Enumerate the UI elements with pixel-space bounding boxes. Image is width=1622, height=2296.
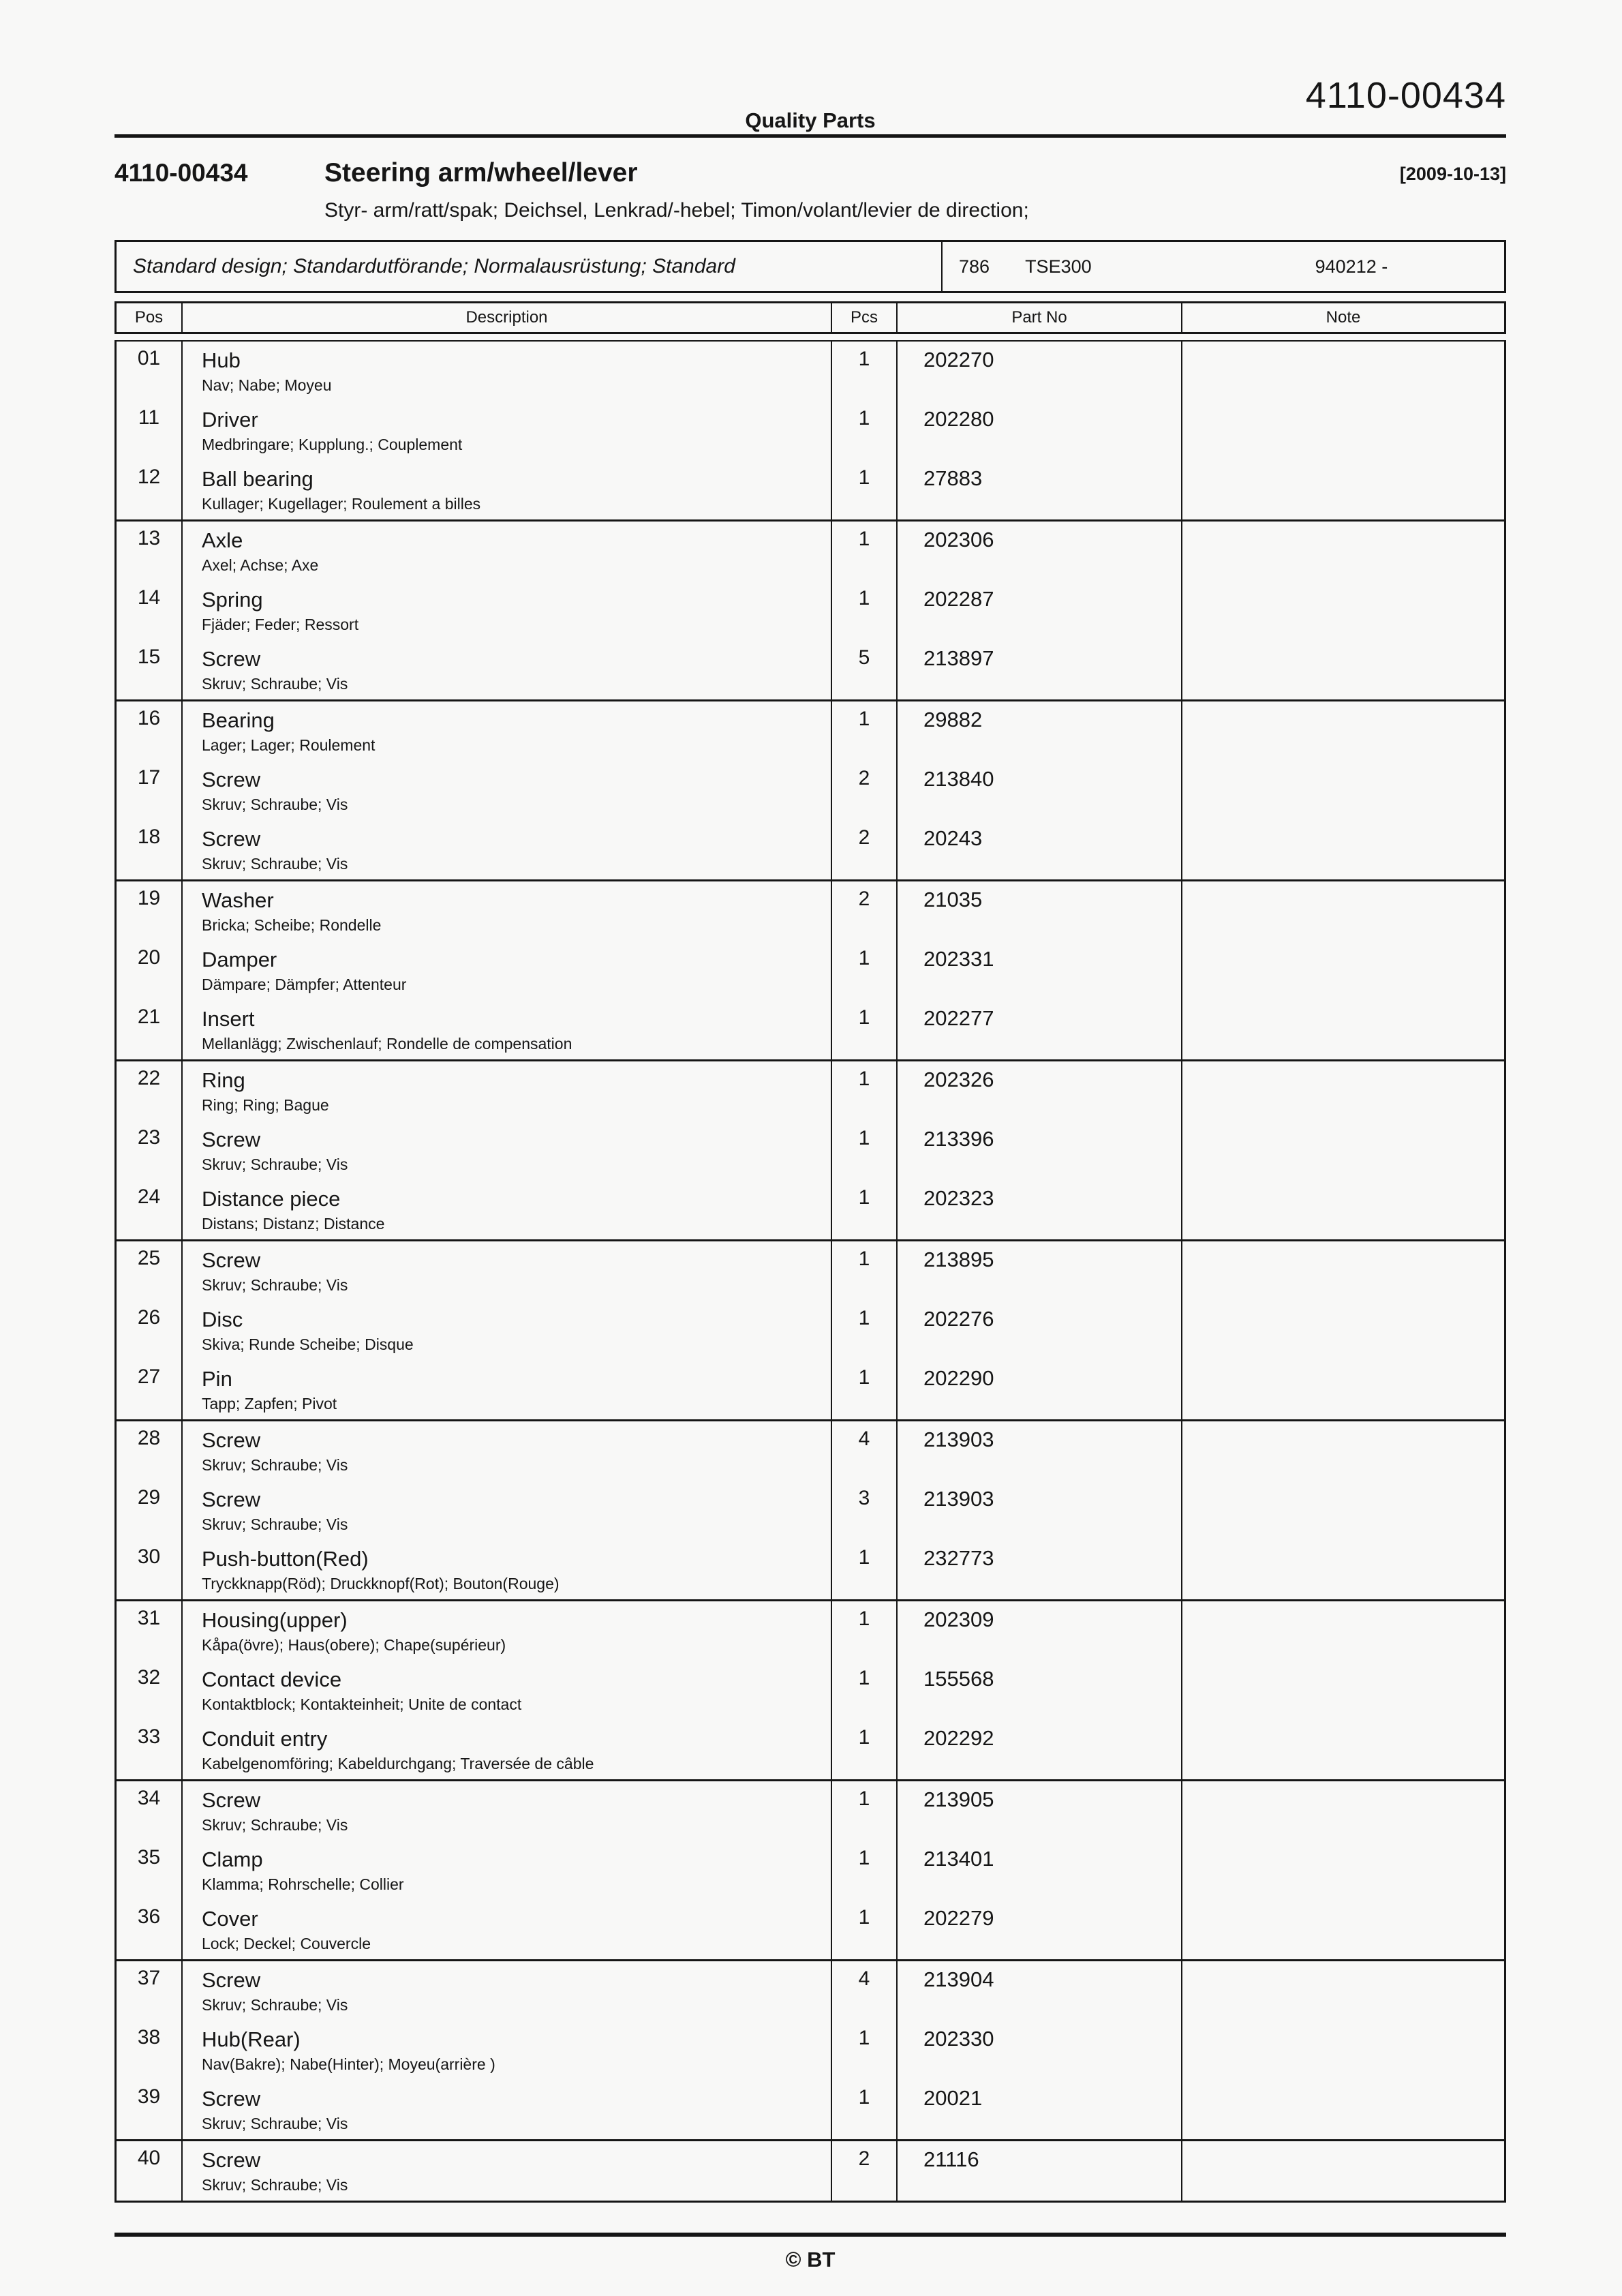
part-name-translations: Skruv; Schraube; Vis bbox=[202, 855, 348, 873]
part-no-cell: 213840 bbox=[898, 761, 1182, 820]
part-no-cell: 213396 bbox=[898, 1121, 1182, 1180]
pcs-cell: 1 bbox=[832, 1601, 898, 1661]
title-block bbox=[114, 158, 1506, 222]
part-no-cell: 213897 bbox=[898, 640, 1182, 699]
part-name: Bearing bbox=[202, 708, 275, 732]
note-cell bbox=[1182, 881, 1504, 941]
table-row bbox=[117, 1661, 1504, 1720]
pos-cell: 01 bbox=[117, 342, 183, 401]
note-cell bbox=[1182, 1360, 1504, 1419]
description-cell bbox=[183, 1360, 832, 1419]
pos-cell: 40 bbox=[117, 2141, 183, 2201]
pos-cell: 27 bbox=[117, 1360, 183, 1419]
table-row bbox=[117, 1241, 1504, 1301]
description-cell bbox=[183, 1421, 832, 1481]
note-cell bbox=[1182, 1781, 1504, 1841]
part-no-cell: 202277 bbox=[898, 1000, 1182, 1059]
document-code: 4110-00434 bbox=[114, 159, 248, 187]
description-cell bbox=[183, 881, 832, 941]
description-cell bbox=[183, 1601, 832, 1661]
pos-cell: 22 bbox=[117, 1061, 183, 1121]
part-name-translations: Tapp; Zapfen; Pivot bbox=[202, 1395, 337, 1413]
pcs-cell: 1 bbox=[832, 401, 898, 460]
part-no-cell: 202323 bbox=[898, 1180, 1182, 1239]
note-cell bbox=[1182, 761, 1504, 820]
pcs-cell: 1 bbox=[832, 1720, 898, 1779]
table-row bbox=[117, 1360, 1504, 1419]
description-cell bbox=[183, 701, 832, 761]
description-cell bbox=[183, 1841, 832, 1900]
column-header-description: Description bbox=[183, 303, 832, 332]
variant-model-cell bbox=[943, 242, 1504, 291]
table-row bbox=[117, 701, 1504, 761]
note-cell bbox=[1182, 581, 1504, 640]
pcs-cell: 1 bbox=[832, 1900, 898, 1959]
column-header-note: Note bbox=[1326, 308, 1361, 327]
table-row bbox=[117, 2080, 1504, 2139]
pcs-cell: 3 bbox=[832, 1481, 898, 1540]
part-no-cell: 20021 bbox=[898, 2080, 1182, 2139]
double-rule bbox=[114, 334, 1506, 342]
part-name: Screw bbox=[202, 2087, 261, 2111]
description-cell bbox=[183, 1781, 832, 1841]
part-name-translations: Kullager; Kugellager; Roulement a billes bbox=[202, 495, 481, 513]
pos-cell: 34 bbox=[117, 1781, 183, 1841]
pcs-cell: 1 bbox=[832, 1301, 898, 1360]
pos-cell: 37 bbox=[117, 1961, 183, 2021]
part-no-cell: 202330 bbox=[898, 2021, 1182, 2080]
part-no-cell: 202270 bbox=[898, 342, 1182, 401]
part-name: Conduit entry bbox=[202, 1727, 328, 1751]
part-name: Hub bbox=[202, 348, 241, 372]
description-cell bbox=[183, 1540, 832, 1599]
part-no-cell: 213904 bbox=[898, 1961, 1182, 2021]
part-name-translations: Tryckknapp(Röd); Druckknopf(Rot); Bouton(Rouge) bbox=[202, 1575, 560, 1592]
pcs-cell: 1 bbox=[832, 1661, 898, 1720]
part-name-translations: Skruv; Schraube; Vis bbox=[202, 1816, 348, 1834]
note-cell bbox=[1182, 1961, 1504, 2021]
part-no-cell: 202309 bbox=[898, 1601, 1182, 1661]
note-cell bbox=[1182, 941, 1504, 1000]
pcs-cell: 1 bbox=[832, 581, 898, 640]
description-cell bbox=[183, 1121, 832, 1180]
page-header bbox=[114, 0, 1506, 134]
pcs-cell: 1 bbox=[832, 1841, 898, 1900]
pcs-cell: 1 bbox=[832, 2021, 898, 2080]
part-name-translations: Medbringare; Kupplung.; Couplement bbox=[202, 436, 463, 453]
table-row bbox=[117, 1301, 1504, 1360]
pos-cell: 11 bbox=[117, 401, 183, 460]
part-name: Housing(upper) bbox=[202, 1608, 348, 1632]
part-name: Driver bbox=[202, 408, 258, 432]
part-no-cell: 155568 bbox=[898, 1661, 1182, 1720]
part-no-cell: 27883 bbox=[898, 460, 1182, 519]
part-name: Screw bbox=[202, 827, 261, 851]
part-name-translations: Skiva; Runde Scheibe; Disque bbox=[202, 1335, 414, 1353]
serial-range: 940212 - bbox=[1315, 256, 1388, 277]
parts-table-body bbox=[114, 342, 1506, 2203]
pos-cell: 36 bbox=[117, 1900, 183, 1959]
note-cell bbox=[1182, 1241, 1504, 1301]
description-cell bbox=[183, 2141, 832, 2201]
pos-cell: 15 bbox=[117, 640, 183, 699]
pos-cell: 14 bbox=[117, 581, 183, 640]
parts-group bbox=[117, 2141, 1504, 2201]
pos-cell: 26 bbox=[117, 1301, 183, 1360]
revision-date: [2009-10-13] bbox=[1399, 164, 1506, 184]
table-row bbox=[117, 1720, 1504, 1779]
part-name-translations: Distans; Distanz; Distance bbox=[202, 1215, 385, 1233]
document-number-header: 4110-00434 bbox=[1305, 75, 1506, 116]
pos-cell: 13 bbox=[117, 522, 183, 581]
part-name-translations: Bricka; Scheibe; Rondelle bbox=[202, 916, 382, 934]
part-no-cell: 202280 bbox=[898, 401, 1182, 460]
part-name: Ring bbox=[202, 1068, 245, 1092]
pcs-cell: 1 bbox=[832, 1180, 898, 1239]
parts-group bbox=[117, 1601, 1504, 1781]
pcs-cell: 1 bbox=[832, 1781, 898, 1841]
part-name: Screw bbox=[202, 647, 261, 671]
note-cell bbox=[1182, 1481, 1504, 1540]
note-cell bbox=[1182, 1180, 1504, 1239]
table-row bbox=[117, 1180, 1504, 1239]
table-row bbox=[117, 1841, 1504, 1900]
table-row bbox=[117, 941, 1504, 1000]
part-no-cell: 213905 bbox=[898, 1781, 1182, 1841]
part-no-cell: 29882 bbox=[898, 701, 1182, 761]
table-row bbox=[117, 1000, 1504, 1059]
part-name-translations: Nav(Bakre); Nabe(Hinter); Moyeu(arrière ) bbox=[202, 2055, 495, 2073]
note-cell bbox=[1182, 1601, 1504, 1661]
part-no-cell: 202287 bbox=[898, 581, 1182, 640]
note-cell bbox=[1182, 401, 1504, 460]
part-no-cell: 213903 bbox=[898, 1421, 1182, 1481]
table-row bbox=[117, 401, 1504, 460]
part-no-cell: 202276 bbox=[898, 1301, 1182, 1360]
note-cell bbox=[1182, 1000, 1504, 1059]
part-name-translations: Kabelgenomföring; Kabeldurchgang; Traversée de câble bbox=[202, 1755, 594, 1772]
description-cell bbox=[183, 1900, 832, 1959]
pos-cell: 20 bbox=[117, 941, 183, 1000]
pcs-cell: 1 bbox=[832, 1241, 898, 1301]
pcs-cell: 1 bbox=[832, 1360, 898, 1419]
part-name-translations: Skruv; Schraube; Vis bbox=[202, 2176, 348, 2194]
table-row bbox=[117, 1781, 1504, 1841]
pos-cell: 29 bbox=[117, 1481, 183, 1540]
pcs-cell: 2 bbox=[832, 761, 898, 820]
table-row bbox=[117, 1900, 1504, 1959]
parts-group bbox=[117, 1421, 1504, 1601]
pos-cell: 30 bbox=[117, 1540, 183, 1599]
description-cell bbox=[183, 1720, 832, 1779]
page-content bbox=[114, 0, 1506, 2272]
pcs-cell: 2 bbox=[832, 820, 898, 879]
part-name: Screw bbox=[202, 1128, 261, 1151]
table-row bbox=[117, 342, 1504, 401]
pos-cell: 35 bbox=[117, 1841, 183, 1900]
note-cell bbox=[1182, 2021, 1504, 2080]
part-name-translations: Kåpa(övre); Haus(obere); Chape(supérieur) bbox=[202, 1636, 506, 1654]
footer-rule bbox=[114, 2233, 1506, 2237]
description-cell bbox=[183, 820, 832, 879]
part-name: Hub(Rear) bbox=[202, 2027, 301, 2051]
pcs-cell: 4 bbox=[832, 1961, 898, 2021]
pos-cell: 38 bbox=[117, 2021, 183, 2080]
pos-cell: 33 bbox=[117, 1720, 183, 1779]
model-name: TSE300 bbox=[1025, 256, 1092, 277]
description-cell bbox=[183, 2021, 832, 2080]
part-name-translations: Skruv; Schraube; Vis bbox=[202, 1515, 348, 1533]
note-cell bbox=[1182, 2080, 1504, 2139]
part-name: Screw bbox=[202, 1788, 261, 1812]
part-no-cell: 202306 bbox=[898, 522, 1182, 581]
description-cell bbox=[183, 1180, 832, 1239]
part-name-translations: Lock; Deckel; Couvercle bbox=[202, 1935, 371, 1952]
part-name: Screw bbox=[202, 1968, 261, 1992]
part-name-translations: Skruv; Schraube; Vis bbox=[202, 2115, 348, 2132]
part-no-cell: 213895 bbox=[898, 1241, 1182, 1301]
pos-cell: 16 bbox=[117, 701, 183, 761]
parts-group bbox=[117, 1241, 1504, 1421]
part-name-translations: Nav; Nabe; Moyeu bbox=[202, 376, 332, 394]
description-cell bbox=[183, 761, 832, 820]
note-cell bbox=[1182, 1661, 1504, 1720]
table-row bbox=[117, 1540, 1504, 1599]
parts-group bbox=[117, 522, 1504, 701]
description-cell bbox=[183, 1301, 832, 1360]
part-no-cell: 202292 bbox=[898, 1720, 1182, 1779]
table-row bbox=[117, 2021, 1504, 2080]
column-header-part-no: Part No bbox=[898, 303, 1182, 332]
description-cell bbox=[183, 342, 832, 401]
pos-cell: 12 bbox=[117, 460, 183, 519]
pcs-cell: 2 bbox=[832, 2141, 898, 2201]
part-name: Screw bbox=[202, 768, 261, 791]
description-cell bbox=[183, 1481, 832, 1540]
pos-cell: 39 bbox=[117, 2080, 183, 2139]
note-cell bbox=[1182, 342, 1504, 401]
pos-cell: 25 bbox=[117, 1241, 183, 1301]
table-row bbox=[117, 820, 1504, 879]
part-no-cell: 202279 bbox=[898, 1900, 1182, 1959]
part-name-translations: Ring; Ring; Bague bbox=[202, 1096, 329, 1114]
part-name: Pin bbox=[202, 1367, 232, 1391]
part-name-translations: Skruv; Schraube; Vis bbox=[202, 796, 348, 813]
part-name: Cover bbox=[202, 1907, 258, 1931]
part-name: Insert bbox=[202, 1007, 255, 1031]
parts-group bbox=[117, 1781, 1504, 1961]
quality-parts-label: Quality Parts bbox=[745, 108, 876, 132]
part-no-cell: 21116 bbox=[898, 2141, 1182, 2201]
header-rule bbox=[114, 134, 1506, 138]
part-name: Screw bbox=[202, 1248, 261, 1272]
note-cell bbox=[1182, 1121, 1504, 1180]
page-title: Steering arm/wheel/lever bbox=[324, 158, 638, 187]
table-row bbox=[117, 581, 1504, 640]
part-name: Contact device bbox=[202, 1667, 342, 1691]
parts-group bbox=[117, 701, 1504, 881]
part-name-translations: Kontaktblock; Kontakteinheit; Unite de contact bbox=[202, 1695, 522, 1713]
parts-group bbox=[117, 881, 1504, 1061]
part-name-translations: Fjäder; Feder; Ressort bbox=[202, 616, 359, 633]
part-name-translations: Dämpare; Dämpfer; Attenteur bbox=[202, 976, 407, 993]
description-cell bbox=[183, 1961, 832, 2021]
pcs-cell: 1 bbox=[832, 941, 898, 1000]
model-code: 786 bbox=[959, 256, 990, 277]
table-row bbox=[117, 881, 1504, 941]
table-row bbox=[117, 522, 1504, 581]
table-row bbox=[117, 1061, 1504, 1121]
title-middle bbox=[324, 158, 1400, 222]
part-no-cell: 202290 bbox=[898, 1360, 1182, 1419]
note-cell bbox=[1182, 1061, 1504, 1121]
part-name: Clamp bbox=[202, 1847, 263, 1871]
part-no-cell: 202331 bbox=[898, 941, 1182, 1000]
part-name: Washer bbox=[202, 888, 274, 912]
part-name: Spring bbox=[202, 588, 263, 611]
note-cell bbox=[1182, 1841, 1504, 1900]
part-name-translations: Lager; Lager; Roulement bbox=[202, 736, 376, 754]
part-name-translations: Skruv; Schraube; Vis bbox=[202, 1996, 348, 2014]
part-no-cell: 21035 bbox=[898, 881, 1182, 941]
pcs-cell: 1 bbox=[832, 1000, 898, 1059]
description-cell bbox=[183, 640, 832, 699]
pos-cell: 32 bbox=[117, 1661, 183, 1720]
variant-design-label: Standard design; Standardutförande; Normalausrüstung; Standard bbox=[117, 242, 943, 291]
part-name-translations: Klamma; Rohrschelle; Collier bbox=[202, 1875, 404, 1893]
part-name: Distance piece bbox=[202, 1187, 341, 1211]
column-header-pcs: Pcs bbox=[832, 303, 898, 332]
description-cell bbox=[183, 581, 832, 640]
note-cell bbox=[1182, 460, 1504, 519]
pos-cell: 24 bbox=[117, 1180, 183, 1239]
title-translations: Styr- arm/ratt/spak; Deichsel, Lenkrad/-hebel; Timon/volant/levier de direction; bbox=[324, 199, 1029, 222]
description-cell bbox=[183, 1241, 832, 1301]
part-no-cell: 232773 bbox=[898, 1540, 1182, 1599]
note-cell bbox=[1182, 1720, 1504, 1779]
part-name: Screw bbox=[202, 1487, 261, 1511]
note-cell bbox=[1182, 1301, 1504, 1360]
part-name-translations: Mellanlägg; Zwischenlauf; Rondelle de compensation bbox=[202, 1035, 572, 1053]
table-column-header bbox=[114, 301, 1506, 334]
table-row bbox=[117, 460, 1504, 519]
part-name: Push-button(Red) bbox=[202, 1547, 369, 1571]
parts-group bbox=[117, 1061, 1504, 1241]
pcs-cell: 2 bbox=[832, 881, 898, 941]
pcs-cell: 1 bbox=[832, 522, 898, 581]
parts-group bbox=[117, 1961, 1504, 2141]
part-name: Damper bbox=[202, 948, 277, 971]
note-cell bbox=[1182, 820, 1504, 879]
pcs-cell: 1 bbox=[832, 1121, 898, 1180]
part-no-cell: 213903 bbox=[898, 1481, 1182, 1540]
copyright: © BT bbox=[785, 2248, 836, 2271]
pcs-cell: 1 bbox=[832, 460, 898, 519]
part-name: Axle bbox=[202, 528, 243, 552]
table-row bbox=[117, 2141, 1504, 2201]
column-header-pos: Pos bbox=[117, 303, 183, 332]
pcs-cell: 4 bbox=[832, 1421, 898, 1481]
note-cell bbox=[1182, 522, 1504, 581]
table-row bbox=[117, 1961, 1504, 2021]
part-name: Screw bbox=[202, 1428, 261, 1452]
pos-cell: 18 bbox=[117, 820, 183, 879]
table-row bbox=[117, 1601, 1504, 1661]
part-name: Screw bbox=[202, 2148, 261, 2172]
note-cell bbox=[1182, 1421, 1504, 1481]
part-name-translations: Skruv; Schraube; Vis bbox=[202, 1456, 348, 1474]
table-row bbox=[117, 1121, 1504, 1180]
description-cell bbox=[183, 460, 832, 519]
part-name-translations: Skruv; Schraube; Vis bbox=[202, 1276, 348, 1294]
part-name-translations: Axel; Achse; Axe bbox=[202, 556, 319, 574]
pcs-cell: 5 bbox=[832, 640, 898, 699]
pcs-cell: 1 bbox=[832, 701, 898, 761]
description-cell bbox=[183, 2080, 832, 2139]
description-cell bbox=[183, 522, 832, 581]
description-cell bbox=[183, 1061, 832, 1121]
part-no-cell: 213401 bbox=[898, 1841, 1182, 1900]
pos-cell: 23 bbox=[117, 1121, 183, 1180]
description-cell bbox=[183, 1000, 832, 1059]
description-cell bbox=[183, 1661, 832, 1720]
note-cell bbox=[1182, 1900, 1504, 1959]
pcs-cell: 1 bbox=[832, 1540, 898, 1599]
note-cell bbox=[1182, 2141, 1504, 2201]
part-name-translations: Skruv; Schraube; Vis bbox=[202, 675, 348, 693]
pos-cell: 28 bbox=[117, 1421, 183, 1481]
description-cell bbox=[183, 401, 832, 460]
pcs-cell: 1 bbox=[832, 1061, 898, 1121]
part-no-cell: 202326 bbox=[898, 1061, 1182, 1121]
pcs-cell: 1 bbox=[832, 342, 898, 401]
part-name-translations: Skruv; Schraube; Vis bbox=[202, 1155, 348, 1173]
table-row bbox=[117, 1421, 1504, 1481]
table-row bbox=[117, 640, 1504, 699]
parts-group bbox=[117, 342, 1504, 522]
pos-cell: 31 bbox=[117, 1601, 183, 1661]
pos-cell: 21 bbox=[117, 1000, 183, 1059]
note-cell bbox=[1182, 701, 1504, 761]
pcs-cell: 1 bbox=[832, 2080, 898, 2139]
part-no-cell: 20243 bbox=[898, 820, 1182, 879]
note-cell bbox=[1182, 1540, 1504, 1599]
pos-cell: 17 bbox=[117, 761, 183, 820]
part-name: Disc bbox=[202, 1308, 243, 1331]
table-row bbox=[117, 761, 1504, 820]
table-row bbox=[117, 1481, 1504, 1540]
description-cell bbox=[183, 941, 832, 1000]
part-name: Ball bearing bbox=[202, 467, 313, 491]
note-cell bbox=[1182, 640, 1504, 699]
pos-cell: 19 bbox=[117, 881, 183, 941]
variant-header bbox=[114, 240, 1506, 293]
